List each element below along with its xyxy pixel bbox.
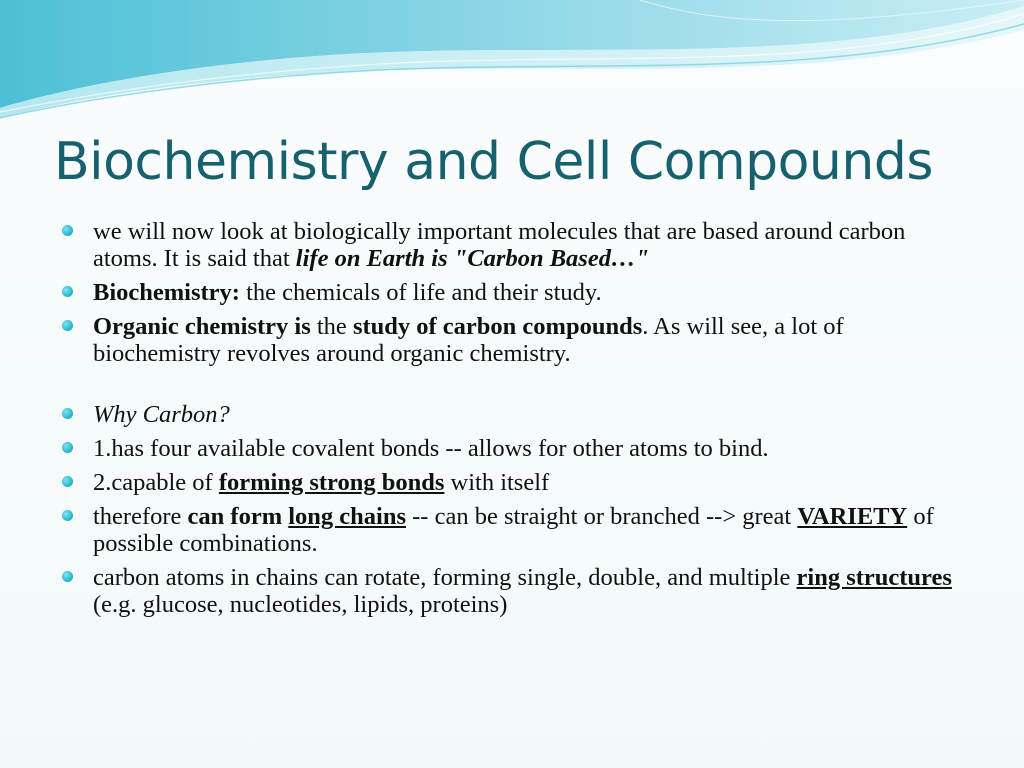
emphasis-text: forming strong bonds — [218, 469, 445, 496]
list-item — [60, 435, 960, 462]
bullet-text: with itself — [444, 469, 550, 496]
bullet-icon — [62, 286, 73, 297]
slide-title: Biochemistry and Cell Compounds — [54, 132, 933, 192]
bullet-text: 2.capable of — [93, 469, 219, 496]
bullet-text: the chemicals of life and their study. — [239, 279, 602, 306]
bullet-icon — [62, 442, 73, 453]
list-item — [60, 469, 960, 496]
bullet-text: carbon atoms in chains can rotate, forming single, double, and multiple — [93, 564, 797, 591]
emphasis-text: ife on Earth is "Carbon Based…" — [302, 245, 650, 272]
emphasis-text: study of carbon compounds — [352, 313, 643, 340]
emphasis-text: l — [295, 245, 303, 272]
section-heading: Why Carbon? — [93, 401, 230, 428]
bullet-text: of possible combinations. — [93, 503, 934, 557]
bullet-list — [60, 218, 960, 625]
list-item — [60, 564, 960, 618]
list-item — [60, 401, 960, 428]
header-wave-decoration — [0, 0, 1024, 130]
bullet-icon — [62, 408, 73, 419]
term-label: Organic chemistry is — [93, 313, 311, 340]
bullet-text: -- can be straight or branched --> great — [406, 503, 798, 530]
list-item — [60, 279, 960, 306]
bullet-text: the — [310, 313, 353, 340]
list-item — [60, 313, 960, 367]
bullet-text: 1.has four available covalent bonds -- allows for other atoms to bind. — [93, 435, 769, 462]
bullet-text: (e.g. glucose, nucleotides, lipids, proteins) — [93, 591, 508, 618]
list-item — [60, 503, 960, 557]
emphasis-text: ring structures — [796, 564, 952, 591]
emphasis-text: can form — [187, 503, 283, 530]
bullet-icon — [62, 510, 73, 521]
bullet-icon — [62, 476, 73, 487]
term-label: Biochemistry: — [93, 279, 240, 306]
bullet-icon — [62, 225, 73, 236]
bullet-icon — [62, 571, 73, 582]
bullet-text: . As will see, a lot of biochemistry revolves around organic chemistry. — [93, 313, 844, 367]
bullet-text: we will now look at biologically important molecules that are based around carbon atoms. It is said that — [93, 218, 906, 272]
list-item — [60, 218, 960, 272]
emphasis-text: VARIETY — [797, 503, 908, 530]
emphasis-text: long chains — [288, 503, 407, 530]
bullet-icon — [62, 320, 73, 331]
bullet-text: therefore — [93, 503, 188, 530]
